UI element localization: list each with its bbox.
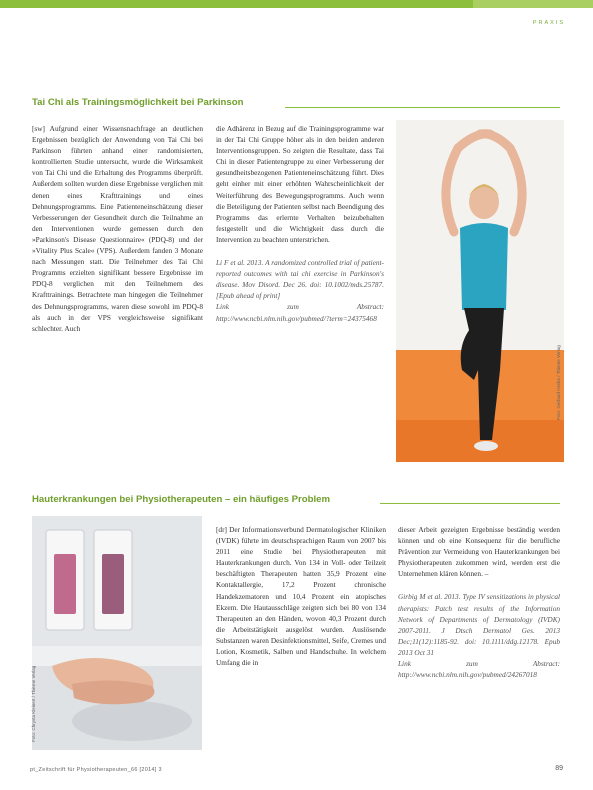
top-color-bar-accent: [473, 0, 593, 8]
article1-photo-credit: Foto: Gerhard Hecke / Thieme Verlag: [556, 345, 561, 420]
article2-text-col1: [dr] Der Informationsverbund Dermatologischer Kliniken (IVDK) führte im deutschsprachigen Raum von 2007 bis 2011 eine Studie bei Physiotherapeuten mit Hauterkrankungen durch. Von 134 in Voll- oder Teilzeit beschäftigten Therapeuten hatten 35,9 Prozent eine Kontaktallergie, 17,2 Prozent chronische Handekzematoren und 10,4 Prozent ein atopisches Ekzem. Die Hautausschläge zeigten sich bei 80 von 134 Therapeuten an den Händen, wovon 40,3 Prozent durch die Arbeitstätigkeit ausgelöst wurden. Auslösende Substanzen waren Desinfektionsmittel, Seife, Cremes und Lotion, Kosmetik, Salben und Handschuhe. In welchem Umfang die in: [216, 525, 386, 668]
article1-text-col2: die Adhärenz in Bezug auf die Trainingsprogramme war in der Tai Chi Gruppe höher als in den beiden anderen Interventionsgruppen. So zeigten die Resultate, dass Tai Chi in dieser Patientengruppe zu einer Verbesserung der gesundheitsbezogenen Patienteneinschätzung führt. Dies geht einher mit einer erhöhten Wahrscheinlichkeit der Weiterführung des Bewegungsprogramms. Auch wenn die Beteiligung der Patienten selbst nach Beendigung des Programms das erlernte Verhalten beizubehalten festgestellt und die Wichtigkeit dass durch die Intervention zu beachten unterstrichen.: [216, 124, 384, 244]
article1-citation: Li F et al. 2013. A randomized controlled trial of patient-reported outcomes with tai chi exercise in Parkinson's disease. Mov Disord. Dec 26. doi: 10.1002/mds.25787. [Epub ahead of print]: [216, 258, 384, 301]
article2-column1: [216, 524, 386, 668]
article2-column2: [398, 524, 560, 680]
article1-title-rule: [285, 107, 560, 108]
hands-disinfection-illustration: [32, 516, 202, 750]
article1-photo-taichi: [396, 120, 564, 462]
taichi-woman-illustration: [396, 120, 564, 462]
article1-column1: [32, 123, 203, 334]
section-label: PRAXIS: [532, 20, 565, 26]
article2-title-rule: [380, 503, 560, 504]
article2-citation: Girbig M et al. 2013. Type IV sensitizations in physical therapists: Patch test results of the Information Network of Departments of Dermatology (IVDK) 2007-2011. J Dtsch Dermatol Ges. 2013 Dec;11(12):1185-92. doi: 10.1111/ddg.12178. Epub 2013 Oct 31: [398, 592, 560, 657]
article2-text-col2: dieser Arbeit gezeigten Ergebnisse beständig werden können und ob eine Konsequenz für die berufliche Prävention zur Vermeidung von Hauterkrankungen bei Physiotherapeuten zukommen wird, werden erst die Unternehmen klären können. –: [398, 525, 560, 579]
article1-column2: [216, 123, 384, 324]
page-number: 89: [555, 765, 563, 772]
article1-abstract-link[interactable]: Link zum Abstract: http://www.ncbi.nlm.nih.gov/pubmed/?term=24375468: [216, 302, 384, 323]
article2-title: Hauterkrankungen bei Physiotherapeuten – ein häufiges Problem: [32, 494, 331, 505]
article2-abstract-link[interactable]: Link zum Abstract: http://www.ncbi.nlm.nih.gov/pubmed/24267018: [398, 659, 560, 680]
article1-text-col1: [sw] Aufgrund einer Wissensnachfrage an deutlichen Ergebnissen bezüglich der Anwendung von Tai Chi bei Parkinson führten anhand einer randomisierten, kontrollierten Studie untersucht, wurde die Wirksamkeit von Tai Chi und die Erhaltung des Programms überprüft. Außerdem sollten wurden diese Ergebnisse verglichen mit denen eines Krafttrainings und eines Dehnungsprogramms. Eine Patienteneinschätzung dieser Verbesserungen der Gesundheit durch die Teilnahme an den Interventionen wurde gemessen durch den »Parkinson's Disease Questionnaire« (PDQ-8) und der »Vitality Plus Scale« (VPS). Außerdem fanden 3 Monate nach Messungen statt. Die Teilnehmer des Tai Chi Programms erzielten signifikant bessere Ergebnisse im PDQ-8 verglichen mit den Teilnehmern des Krafttrainings. Betrachtete man hingegen die Teilnehmer des Dehnungsprogramms, waren diese sowohl im PDQ-8 als auch in der VPS vergleichsweise signifikant schlechter. Auch: [32, 124, 203, 333]
article2-photo-hands: [32, 516, 202, 750]
footer-publication: pt_Zeitschrift für Physiotherapeuten_66 [2014] 3: [30, 767, 162, 773]
article2-photo-credit: Foto: Chrysta Kleinert / Thieme Verlag: [31, 665, 36, 742]
article1-title: Tai Chi als Trainingsmöglichkeit bei Parkinson: [32, 97, 244, 108]
